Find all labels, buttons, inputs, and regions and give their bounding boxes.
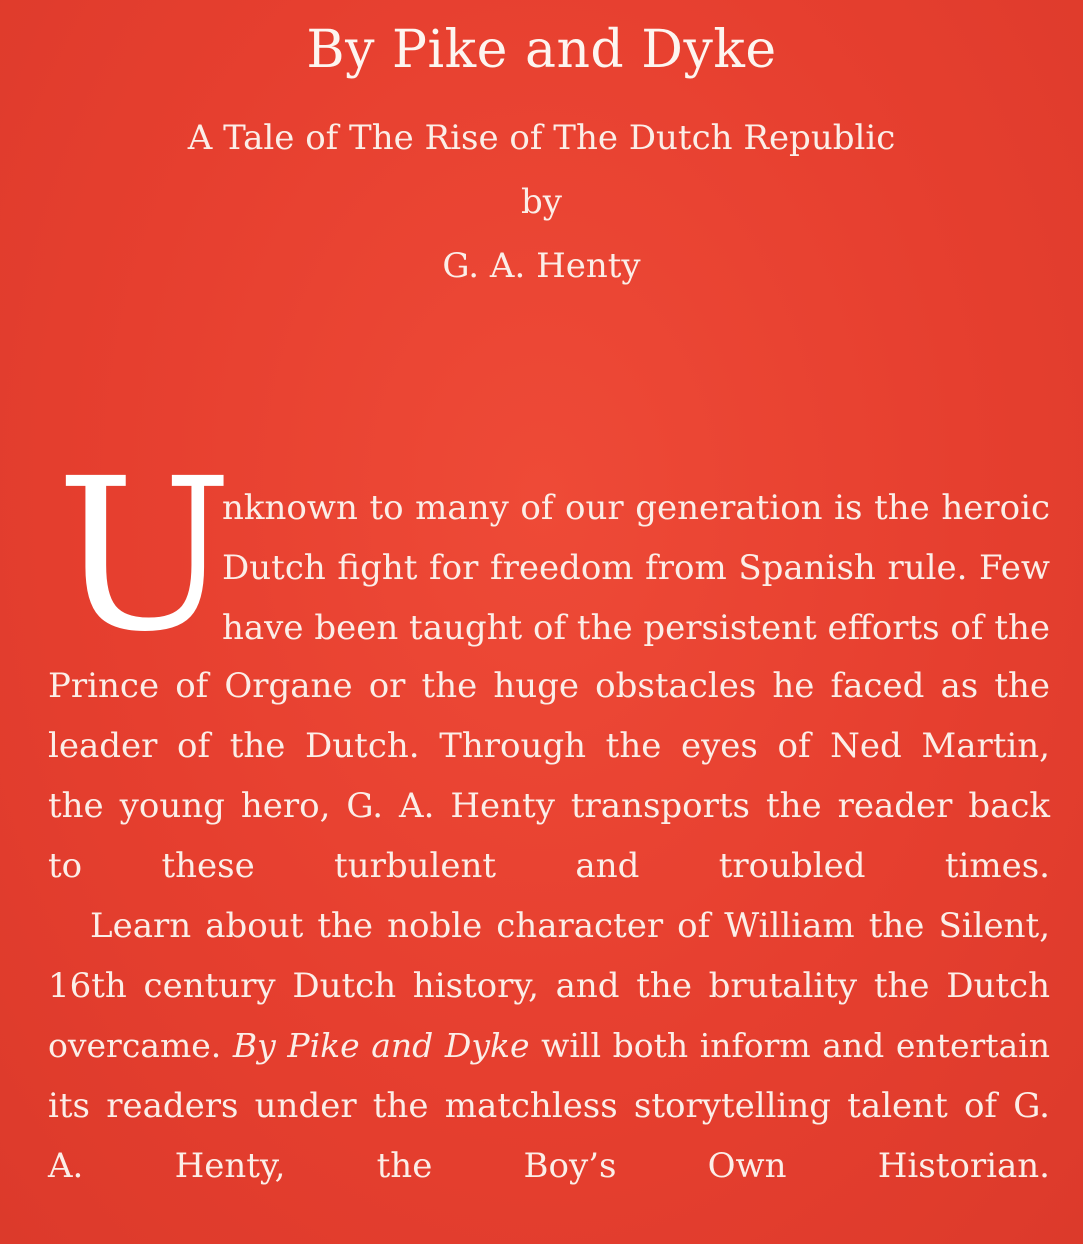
book-title-italic: By Pike and Dyke xyxy=(232,1026,530,1065)
body-line: have been taught of the persistent efforts of the xyxy=(222,608,1050,648)
body-line: to these turbulent and troubled times. xyxy=(48,846,1050,886)
subtitle: A Tale of The Rise of The Dutch Republic xyxy=(187,118,896,158)
body-line: leader of the Dutch. Through the eyes of Ned Martin, xyxy=(48,726,1050,766)
body-line: Learn about the noble character of William the Silent, xyxy=(90,906,1050,946)
body-text: will both inform and entertain xyxy=(529,1026,1050,1065)
drop-cap: U xyxy=(56,433,233,678)
body-line: the young hero, G. A. Henty transports the reader back xyxy=(48,786,1050,826)
body-text: overcame. xyxy=(48,1026,233,1065)
body-line: A. Henty, the Boy’s Own Historian. xyxy=(48,1146,1050,1186)
body-line: 16th century Dutch history, and the brutality the Dutch xyxy=(48,966,1050,1006)
by-line: by xyxy=(521,182,562,222)
body-line: Dutch fight for freedom from Spanish rule. Few xyxy=(222,548,1050,588)
page-title: By Pike and Dyke xyxy=(306,20,777,80)
author-name: G. A. Henty xyxy=(442,246,641,286)
body-line: nknown to many of our generation is the heroic xyxy=(222,488,1050,528)
body-line: its readers under the matchless storytelling talent of G. xyxy=(48,1086,1050,1126)
body-line: Prince of Organe or the huge obstacles he faced as the xyxy=(48,666,1050,706)
body-line xyxy=(48,1026,1050,1066)
